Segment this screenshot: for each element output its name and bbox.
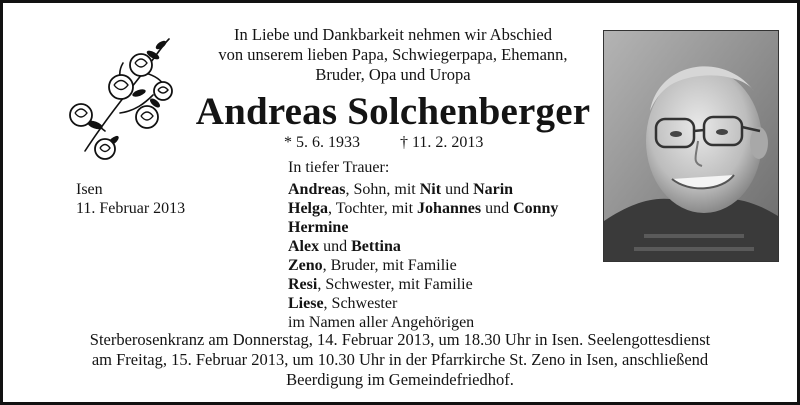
family-row: Alex und Bettina — [288, 238, 401, 255]
family-row: im Namen aller Angehörigen — [288, 314, 475, 331]
portrait-photo — [603, 30, 779, 262]
intro-line: In Liebe und Dankbarkeit nehmen wir Abschied — [234, 25, 552, 44]
footer-line: Sterberosenkranz am Donnerstag, 14. Februar 2013, um 18.30 Uhr in Isen. Seelengottesdienst — [89, 330, 711, 349]
funeral-info — [23, 330, 777, 390]
family-row: Resi, Schwester, mit Familie — [288, 276, 473, 293]
family-row: Helga, Tochter, mit Johannes und Conny — [288, 200, 559, 217]
intro-line: Bruder, Opa und Uropa — [315, 65, 471, 84]
footer-line: Beerdigung im Gemeindefriedhof. — [286, 370, 514, 389]
family-row: Zeno, Bruder, mit Familie — [288, 257, 457, 274]
place-date: 11. Februar 2013 — [76, 200, 186, 217]
place: Isen — [76, 181, 103, 198]
footer-line: am Freitag, 15. Februar 2013, um 10.30 Uhr in der Pfarrkirche St. Zeno in Isen, anschließend — [91, 350, 709, 369]
place-and-date — [76, 180, 185, 218]
family-row: Hermine — [288, 219, 349, 236]
family-row: Andreas, Sohn, mit Nit und Narin — [288, 181, 514, 198]
birth-date: * 5. 6. 1933 — [284, 134, 360, 151]
intro-line: von unserem lieben Papa, Schwiegerpapa, Ehemann, — [218, 45, 568, 64]
death-date: † 11. 2. 2013 — [400, 134, 484, 151]
farewell-intro — [193, 25, 593, 85]
deceased-name: Andreas Solchenberger — [195, 90, 591, 133]
family-list — [288, 180, 588, 332]
mourning-heading: In tiefer Trauer: — [288, 159, 390, 176]
family-row: Liese, Schwester — [288, 295, 398, 312]
rose-branch-icon — [65, 33, 175, 163]
life-dates — [284, 134, 483, 152]
